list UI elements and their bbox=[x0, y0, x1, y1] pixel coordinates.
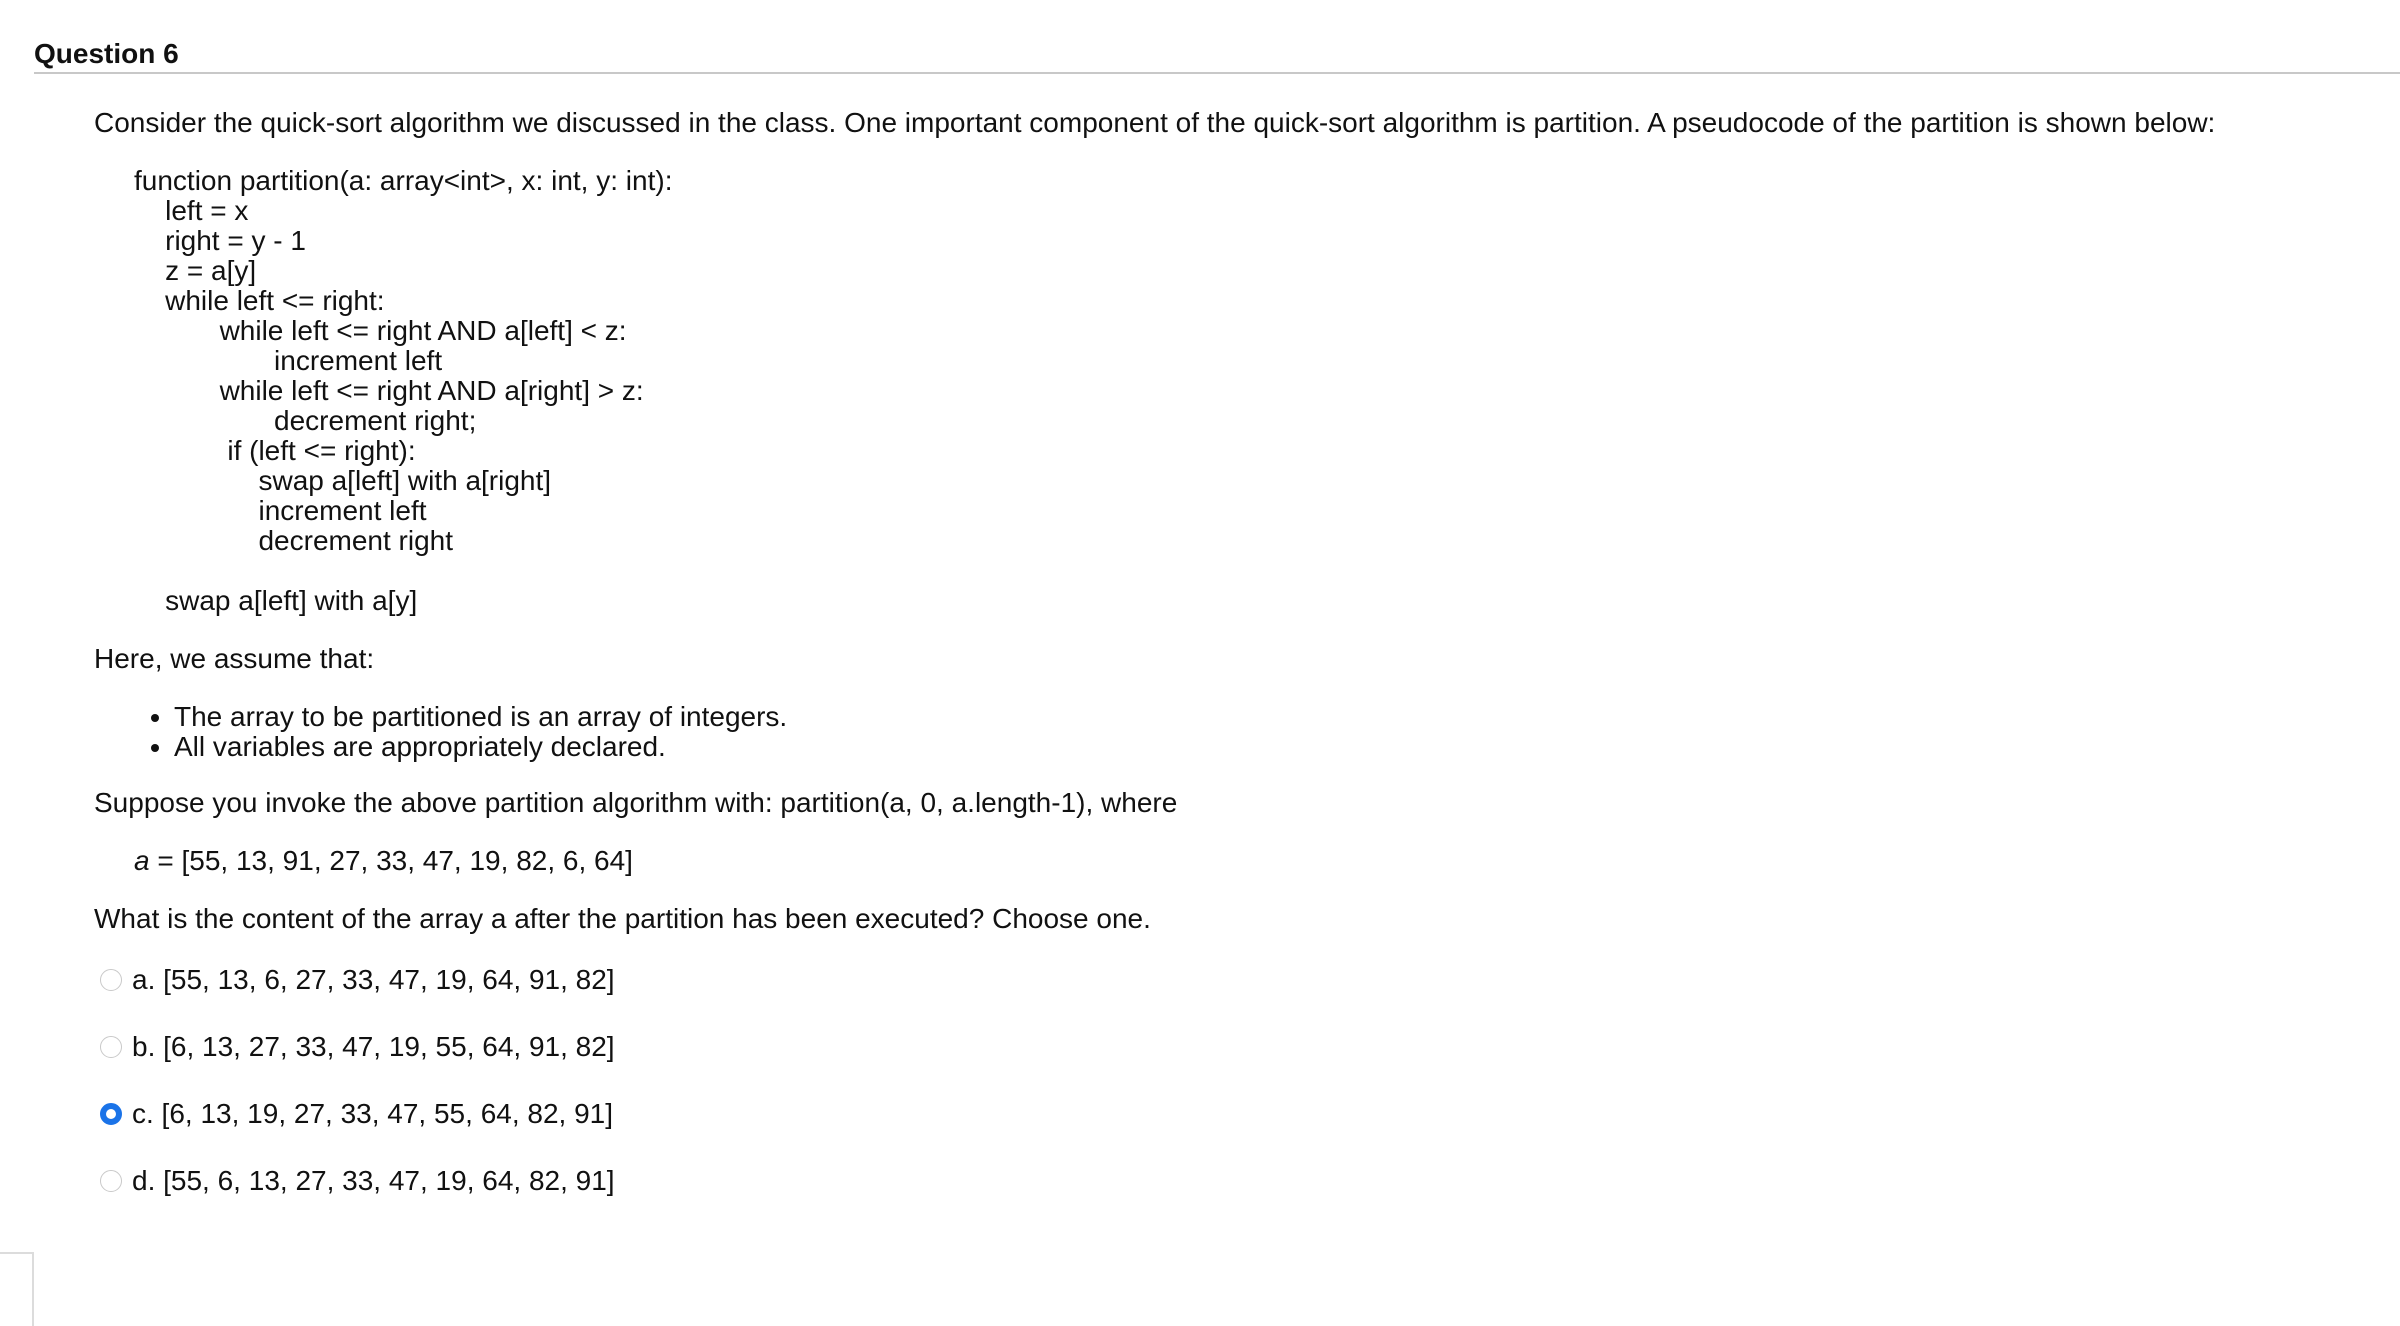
pseudocode-block bbox=[134, 166, 2374, 616]
list-item: • The array to be partitioned is an array of integers. bbox=[174, 702, 2374, 732]
answer-label[interactable]: d. [55, 6, 13, 27, 33, 47, 19, 64, 82, 91] bbox=[132, 1165, 615, 1196]
answer-option-c[interactable] bbox=[94, 1096, 2374, 1132]
code-line: z = a[y] bbox=[134, 255, 257, 286]
answer-label[interactable]: b. [6, 13, 27, 33, 47, 19, 55, 64, 91, 82] bbox=[132, 1031, 615, 1062]
answer-option-b[interactable] bbox=[94, 1029, 2374, 1065]
code-line: increment left bbox=[134, 495, 427, 526]
footer-divider bbox=[0, 1252, 34, 1326]
code-line: increment left bbox=[134, 345, 443, 376]
answer-options bbox=[94, 962, 2374, 1199]
array-variable: a bbox=[134, 845, 150, 876]
invoke-text: Suppose you invoke the above partition algorithm with: partition(a, 0, a.length-1), where bbox=[94, 787, 1178, 818]
list-item: • All variables are appropriately declared. bbox=[174, 732, 2374, 762]
code-line: left = x bbox=[134, 195, 249, 226]
code-line: right = y - 1 bbox=[134, 225, 306, 256]
array-value: = [55, 13, 91, 27, 33, 47, 19, 82, 6, 64] bbox=[149, 845, 633, 876]
radio-button[interactable] bbox=[100, 1036, 122, 1058]
answer-label[interactable]: a. [55, 13, 6, 27, 33, 47, 19, 64, 91, 82] bbox=[132, 964, 615, 995]
assume-heading: Here, we assume that: bbox=[94, 643, 375, 674]
answer-label[interactable]: c. [6, 13, 19, 27, 33, 47, 55, 64, 82, 91] bbox=[132, 1098, 614, 1129]
code-line: decrement right; bbox=[134, 405, 477, 436]
radio-button[interactable] bbox=[100, 1103, 122, 1125]
question-prompt: What is the content of the array a after the partition has been executed? Choose one. bbox=[94, 903, 1151, 934]
code-line: swap a[left] with a[y] bbox=[134, 585, 418, 616]
code-line: while left <= right: bbox=[134, 285, 385, 316]
question-intro: Consider the quick-sort algorithm we discussed in the class. One important component of the quick-sort algorithm is partition. A pseudocode of the partition is shown below: bbox=[94, 107, 2216, 138]
question-body bbox=[94, 108, 2374, 1230]
code-line: function partition(a: array<int>, x: int, y: int): bbox=[134, 165, 673, 196]
code-line: if (left <= right): bbox=[134, 435, 416, 466]
code-blank-line bbox=[134, 556, 2374, 586]
radio-button[interactable] bbox=[100, 1170, 122, 1192]
code-line: while left <= right AND a[right] > z: bbox=[134, 375, 644, 406]
answer-option-d[interactable] bbox=[94, 1163, 2374, 1199]
array-definition bbox=[134, 846, 2374, 876]
code-line: while left <= right AND a[left] < z: bbox=[134, 315, 627, 346]
answer-option-a[interactable] bbox=[94, 962, 2374, 998]
question-header bbox=[34, 34, 2400, 74]
radio-button[interactable] bbox=[100, 969, 122, 991]
question-title: Question 6 bbox=[34, 38, 179, 69]
code-line: swap a[left] with a[right] bbox=[134, 465, 552, 496]
assumptions-list bbox=[94, 702, 2374, 762]
code-line: decrement right bbox=[134, 525, 454, 556]
